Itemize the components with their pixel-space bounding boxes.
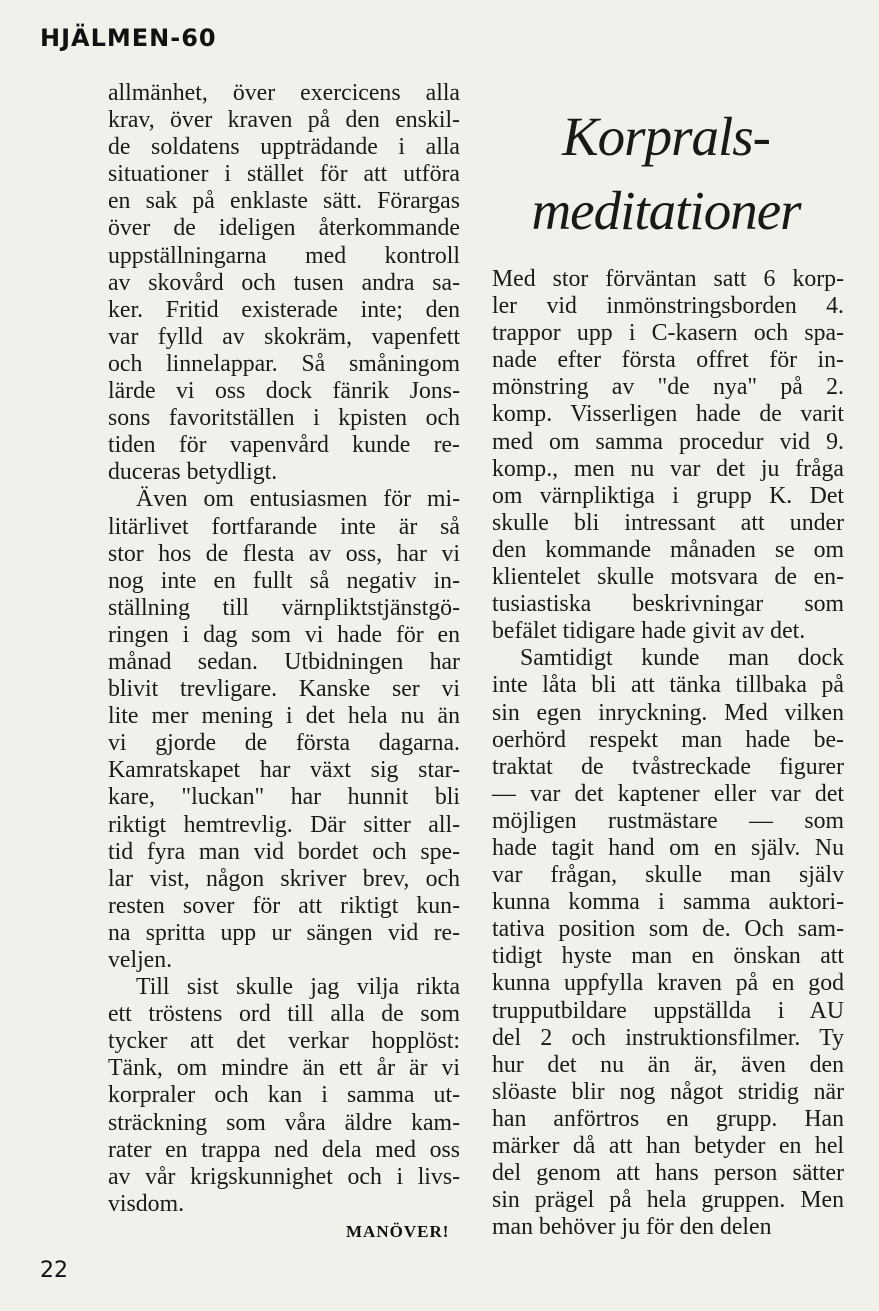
- text-line: situationer i stället för att utföra: [108, 161, 460, 188]
- text-line: trappor upp i C-kasern och spa-: [492, 320, 844, 347]
- text-line: tusiastiska beskrivningar som: [492, 591, 844, 618]
- text-line: trupputbildare uppställda i AU: [492, 997, 844, 1024]
- text-line: ett tröstens ord till alla de som: [108, 1001, 460, 1028]
- text-line: märker då att han betyder en hel: [492, 1133, 844, 1159]
- text-line: av vår krigskunnighet och i livs-: [108, 1163, 460, 1190]
- text-line: traktat de tvåstreckade figurer: [492, 753, 844, 780]
- text-line: sin prägel på hela gruppen. Men: [492, 1187, 844, 1214]
- text-line: han anförtros en grupp. Han: [492, 1105, 844, 1132]
- left-paragraph-1: [108, 80, 460, 486]
- text-line: ringen i dag som vi hade för en: [108, 621, 460, 648]
- text-line: tiden för vapenvård kunde re-: [108, 432, 460, 459]
- text-line: allmänhet, över exercicens alla: [108, 80, 460, 106]
- right-paragraph-2: [492, 645, 844, 1241]
- text-line: de soldatens uppträdande i alla: [108, 134, 460, 161]
- text-line: tativa position som de. Och sam-: [492, 916, 844, 943]
- text-line: lärde vi oss dock fänrik Jons-: [108, 378, 460, 405]
- text-line: stor hos de flesta av oss, har vi: [108, 540, 460, 567]
- text-line: var fylld av skokräm, vapenfett: [108, 323, 460, 350]
- text-line: en sak på enklaste sätt. Förargas: [108, 188, 460, 215]
- text-line: litärlivet fortfarande inte är så: [108, 513, 460, 540]
- text-line: lar vist, någon skriver brev, och: [108, 865, 460, 892]
- text-line: möjligen rustmästare — som: [492, 807, 844, 834]
- text-line: över de ideligen återkommande: [108, 215, 460, 242]
- text-line: blivit trevligare. Kanske ser vi: [108, 676, 460, 703]
- text-line: om värnpliktiga i grupp K. Det: [492, 482, 844, 509]
- page-number: 22: [40, 1258, 68, 1283]
- text-line: veljen.: [108, 947, 173, 973]
- text-line: nade efter första offret för in-: [492, 347, 844, 374]
- text-line: komp. Visserligen hade de varit: [492, 401, 844, 428]
- text-line: tidigt hyste man en önskan att: [492, 943, 844, 970]
- article-title-line-2: meditationer: [531, 180, 801, 241]
- text-line: befälet tidigare hade givit av det.: [492, 618, 806, 645]
- text-line: rater en trappa ned dela med oss: [108, 1136, 460, 1163]
- text-line: sin egen inryckning. Med vilken: [492, 699, 844, 726]
- text-line: korpraler och kan i samma ut-: [108, 1082, 460, 1109]
- text-line: kunna uppfylla kraven på en god: [492, 970, 844, 997]
- text-line: ler vid inmönstringsborden 4.: [492, 293, 844, 320]
- text-line: riktigt hemtrevlig. Där sitter all-: [108, 811, 460, 838]
- text-line: Även om entusiasmen för mi-: [136, 486, 460, 513]
- left-paragraph-3: [108, 974, 460, 1218]
- text-line: den kommande månaden se om: [492, 536, 844, 563]
- text-line: Tänk, om mindre än ett år är vi: [108, 1055, 460, 1082]
- text-line: tycker att det verkar hopplöst:: [108, 1028, 460, 1055]
- magazine-header: HJÄLMEN-60: [40, 24, 217, 52]
- text-line: vi gjorde de första dagarna.: [108, 730, 460, 757]
- text-line: visdom.: [108, 1190, 185, 1217]
- text-line: nog inte en fullt så negativ in-: [108, 567, 460, 594]
- text-line: inte låta bli att tänka tillbaka på: [492, 672, 844, 699]
- text-line: ställning till värnpliktstjänstgö-: [108, 594, 460, 621]
- text-line: man behöver ju för den delen: [492, 1214, 772, 1241]
- text-line: komp., men nu var det ju fråga: [492, 455, 844, 482]
- text-line: hade tagit hand om en själv. Nu: [492, 834, 844, 861]
- right-paragraph-1: [492, 266, 844, 645]
- text-line: uppställningarna med kontroll: [108, 242, 460, 269]
- text-line: av skovård och tusen andra sa-: [108, 269, 460, 296]
- text-line: Samtidigt kunde man dock: [520, 645, 844, 672]
- text-line: kare, "luckan" har hunnit bli: [108, 784, 460, 811]
- text-line: var frågan, skulle man själv: [492, 862, 844, 889]
- author-signature: MANÖVER!: [346, 1222, 450, 1241]
- text-line: klientelet skulle motsvara de en-: [492, 564, 844, 591]
- text-line: sträckning som våra äldre kam-: [108, 1109, 460, 1136]
- text-line: — var det kaptener eller var det: [492, 780, 844, 807]
- text-line: Kamratskapet har växt sig star-: [108, 757, 460, 784]
- text-line: mönstring av "de nya" på 2.: [492, 374, 844, 401]
- text-line: oerhörd respekt man hade be-: [492, 726, 844, 753]
- article-title: [496, 100, 836, 248]
- text-line: Med stor förväntan satt 6 korp-: [492, 266, 844, 292]
- left-paragraph-2: [108, 486, 460, 974]
- article-title-line-1: Korprals-: [562, 106, 770, 167]
- text-line: resten sover för att riktigt kun-: [108, 892, 460, 919]
- text-line: med om samma procedur vid 9.: [492, 428, 844, 455]
- text-line: tid fyra man vid bordet och spe-: [108, 838, 460, 865]
- text-line: del 2 och instruktionsfilmer. Ty: [492, 1024, 844, 1051]
- text-line: slöaste blir nog något stridig när: [492, 1078, 844, 1105]
- text-line: na spritta upp ur sängen vid re-: [108, 919, 460, 946]
- text-line: krav, över kraven på den enskil-: [108, 107, 460, 134]
- text-line: del genom att hans person sätter: [492, 1160, 844, 1187]
- text-line: Till sist skulle jag vilja rikta: [136, 974, 460, 1001]
- text-line: kunna komma i samma auktori-: [492, 889, 844, 916]
- text-line: ker. Fritid existerade inte; den: [108, 296, 460, 323]
- text-line: lite mer mening i det hela nu än: [108, 703, 460, 730]
- text-line: duceras betydligt.: [108, 459, 278, 486]
- text-line: sons favoritställen i kpisten och: [108, 405, 460, 432]
- text-line: skulle bli intressant att under: [492, 509, 844, 536]
- left-column: [108, 80, 460, 1218]
- text-line: och linnelappar. Så småningom: [108, 350, 460, 377]
- text-line: månad sedan. Utbidningen har: [108, 648, 460, 675]
- text-line: hur det nu än är, även den: [492, 1051, 844, 1078]
- right-column: [492, 266, 844, 1241]
